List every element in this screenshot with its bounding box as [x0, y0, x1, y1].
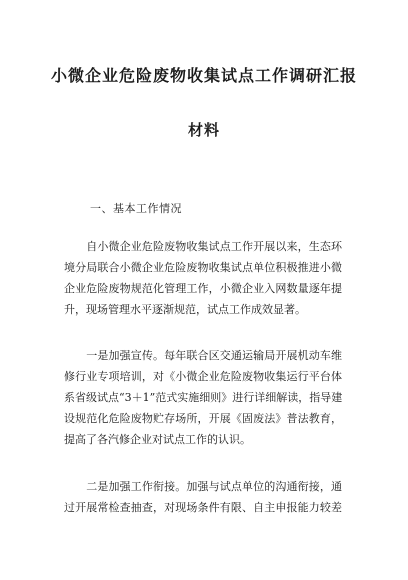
paragraph-line: 系省级试点“3＋1”范式实施细则》进行详细解读，指导建 [64, 391, 343, 404]
paragraph-line: 提高了各汽修企业对试点工作的认识。 [64, 433, 251, 446]
paragraph-line: 过开展常检查抽查，对现场条件有限、自主申报能力较差 [64, 501, 342, 514]
paragraph-publicity [64, 345, 342, 450]
section-heading: 一、基本工作情况 [90, 202, 182, 215]
document-title-continuation: 材料 [187, 121, 220, 139]
paragraph-line: 设规范化危险废物贮存场所，开展《固废法》普法教育， [64, 412, 342, 425]
paragraph-coordination [64, 476, 342, 518]
paragraph-line: 二是加强工作衔接。加强与试点单位的沟通衔接，通 [64, 480, 342, 493]
paragraph-line: 修行业专项培训，对《小微企业危险废物收集运行平台体 [64, 370, 342, 383]
paragraph-line: 境分局联合小微企业危险废物收集试点单位积极推进小微 [64, 261, 342, 274]
paragraph-line: 企业危险废物规范化管理工作，小微企业入网数量逐年提 [64, 282, 342, 295]
paragraph-intro [64, 236, 342, 320]
document-title: 小微企业危险废物收集试点工作调研汇报 [50, 66, 357, 85]
paragraph-line: 一是加强宣传。每年联合区交通运输局开展机动车维 [64, 349, 342, 362]
paragraph-line: 自小微企业危险废物收集试点工作开展以来，生态环 [64, 240, 342, 253]
paragraph-line: 升，现场管理水平逐渐规范，试点工作成效显著。 [64, 303, 306, 316]
